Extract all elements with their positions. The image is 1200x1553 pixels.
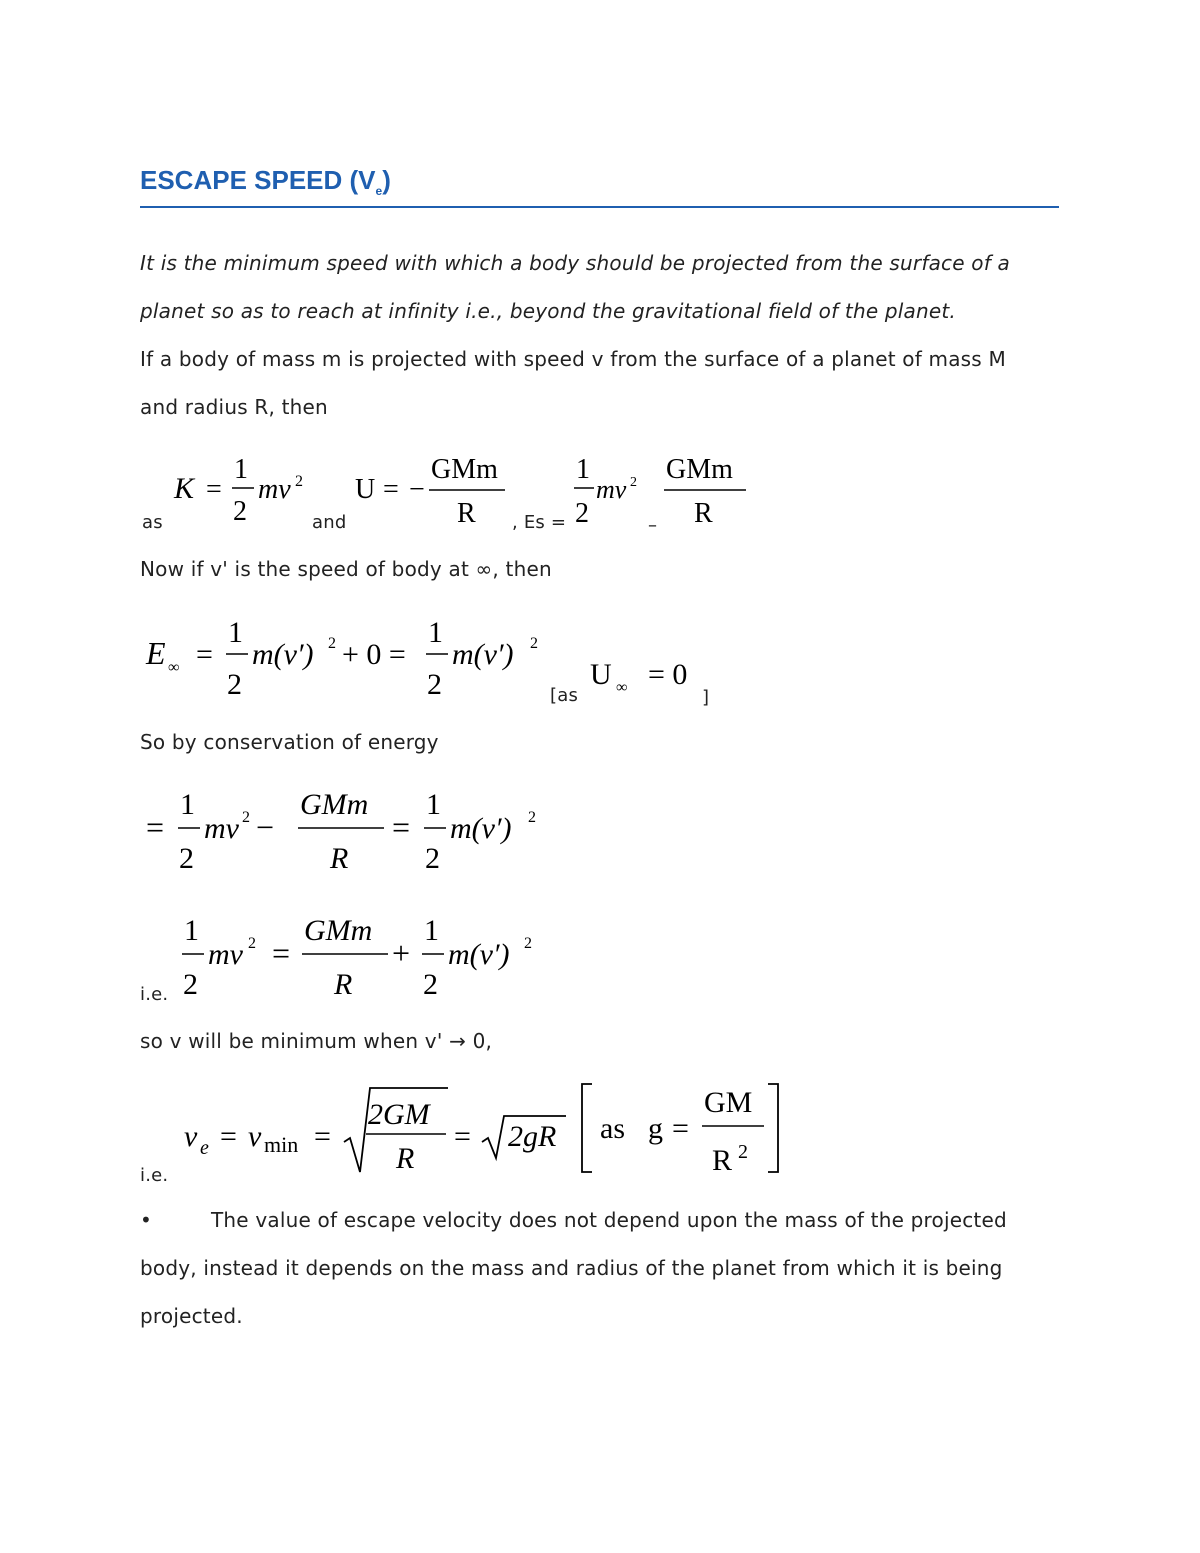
energy-balance-formula [178, 912, 558, 1007]
svg-text:m(v′): m(v′) [452, 638, 514, 671]
svg-text:R: R [334, 968, 353, 1001]
svg-text:1: 1 [424, 914, 439, 947]
svg-text:e: e [200, 1137, 209, 1159]
paragraph-line-1: If a body of mass m is projected with speed v from the surface of a planet of mass M [140, 347, 1006, 371]
svg-text:E: E [146, 635, 166, 671]
svg-text:2: 2 [575, 498, 589, 529]
svg-text:2: 2 [242, 809, 250, 826]
svg-text:mv: mv [204, 812, 239, 845]
svg-text:1: 1 [184, 914, 199, 947]
svg-text:2: 2 [427, 668, 442, 701]
paragraph-infinity: Now if v' is the speed of body at ∞, then [140, 557, 552, 581]
svg-text:2: 2 [630, 475, 637, 490]
svg-text:2: 2 [328, 635, 336, 652]
svg-text:=: = [272, 935, 291, 971]
svg-text:v: v [248, 1120, 262, 1153]
svg-text:m(v′): m(v′) [450, 812, 512, 845]
svg-text:U: U [590, 658, 612, 691]
potential-at-infinity [590, 654, 700, 699]
paragraph-minimum: so v will be minimum when v' → 0, [140, 1029, 493, 1053]
svg-text:2: 2 [738, 1141, 748, 1163]
svg-text:2GM: 2GM [368, 1098, 430, 1131]
eq1-and: and [312, 512, 347, 533]
eq5-prefix: i.e. [140, 1165, 169, 1186]
svg-text:1: 1 [426, 788, 441, 821]
svg-text:R: R [694, 498, 713, 529]
escape-velocity-formula [184, 1080, 784, 1185]
eq2-as-open: [as [550, 685, 579, 706]
definition-line-2: planet so as to reach at infinity i.e., beyond the gravitational field of the planet. [140, 299, 956, 323]
svg-text:1: 1 [428, 616, 443, 649]
svg-text:mv: mv [258, 474, 291, 505]
svg-text:2: 2 [179, 842, 194, 875]
svg-text:R: R [457, 498, 476, 529]
svg-text:1: 1 [576, 454, 590, 485]
svg-text:as: as [600, 1112, 625, 1145]
total-energy-formula [570, 452, 640, 537]
paragraph-conservation: So by conservation of energy [140, 730, 439, 754]
svg-text:2: 2 [524, 935, 532, 952]
svg-text:m(v′): m(v′) [252, 638, 314, 671]
page-title: ESCAPE SPEED $(V_e)$ [140, 165, 391, 199]
svg-text:GMm: GMm [666, 454, 733, 485]
svg-text:mv: mv [208, 938, 243, 971]
potential-energy-formula [355, 452, 515, 537]
svg-text:=: = [314, 1120, 331, 1153]
svg-text:K: K [174, 472, 195, 505]
svg-text:GM: GM [704, 1086, 753, 1119]
gmm-over-r [662, 450, 752, 535]
bullet-marker: • [140, 1208, 152, 1232]
eq1-prefix: as [142, 512, 163, 533]
svg-text:1: 1 [228, 616, 243, 649]
eq2-close: ] [702, 687, 710, 708]
eq1-es: , Es = [512, 512, 567, 533]
svg-text:GMm: GMm [300, 788, 369, 821]
svg-text:=: = [220, 1120, 237, 1153]
svg-text:R: R [330, 842, 349, 875]
svg-text:2gR: 2gR [508, 1120, 557, 1153]
svg-text:=: = [383, 474, 399, 505]
svg-text:m(v′): m(v′) [448, 938, 510, 971]
svg-text:GMm: GMm [431, 454, 498, 485]
svg-text:min: min [264, 1132, 299, 1157]
svg-text:∞: ∞ [616, 679, 628, 696]
svg-text:+: + [392, 935, 411, 971]
svg-text:=: = [672, 1112, 689, 1145]
svg-text:∞: ∞ [168, 659, 180, 676]
definition-line-1: It is the minimum speed with which a body should be projected from the surface of a [140, 251, 1010, 275]
eq4-prefix: i.e. [140, 984, 169, 1005]
svg-text:v: v [184, 1120, 198, 1153]
svg-text:2: 2 [227, 668, 242, 701]
svg-text:−: − [256, 809, 275, 845]
svg-text:R: R [396, 1142, 415, 1175]
title-underline [140, 206, 1059, 208]
conclusion-line-3: projected. [140, 1304, 243, 1328]
svg-text:2: 2 [248, 935, 256, 952]
conservation-formula [146, 786, 546, 881]
svg-text:2: 2 [295, 473, 303, 490]
svg-text:2: 2 [528, 809, 536, 826]
svg-text:mv: mv [596, 475, 627, 504]
svg-text:=: = [206, 474, 222, 505]
eq1-minus: – [648, 515, 658, 536]
svg-text:1: 1 [234, 454, 248, 485]
svg-text:U: U [355, 474, 376, 505]
svg-text:2: 2 [233, 496, 247, 527]
svg-text:1: 1 [180, 788, 195, 821]
svg-text:R: R [712, 1144, 733, 1177]
svg-text:=: = [392, 809, 411, 845]
svg-text:2: 2 [423, 968, 438, 1001]
svg-text:g: g [648, 1112, 663, 1145]
conclusion-line-2: body, instead it depends on the mass and radius of the planet from which it is being [140, 1256, 1003, 1280]
svg-text:= 0: = 0 [648, 658, 688, 691]
paragraph-line-2: and radius R, then [140, 395, 328, 419]
svg-text:+ 0 =: + 0 = [342, 638, 406, 671]
svg-text:=: = [146, 809, 165, 845]
svg-text:2: 2 [530, 635, 538, 652]
conclusion-line-1: The value of escape velocity does not depend upon the mass of the projected [211, 1208, 1007, 1232]
svg-text:2: 2 [425, 842, 440, 875]
svg-text:−: − [409, 474, 425, 505]
svg-text:=: = [196, 638, 213, 671]
energy-at-infinity-formula [146, 612, 546, 707]
svg-text:2: 2 [183, 968, 198, 1001]
kinetic-energy-formula [170, 450, 310, 535]
svg-text:GMm: GMm [304, 914, 373, 947]
svg-text:=: = [454, 1120, 471, 1153]
